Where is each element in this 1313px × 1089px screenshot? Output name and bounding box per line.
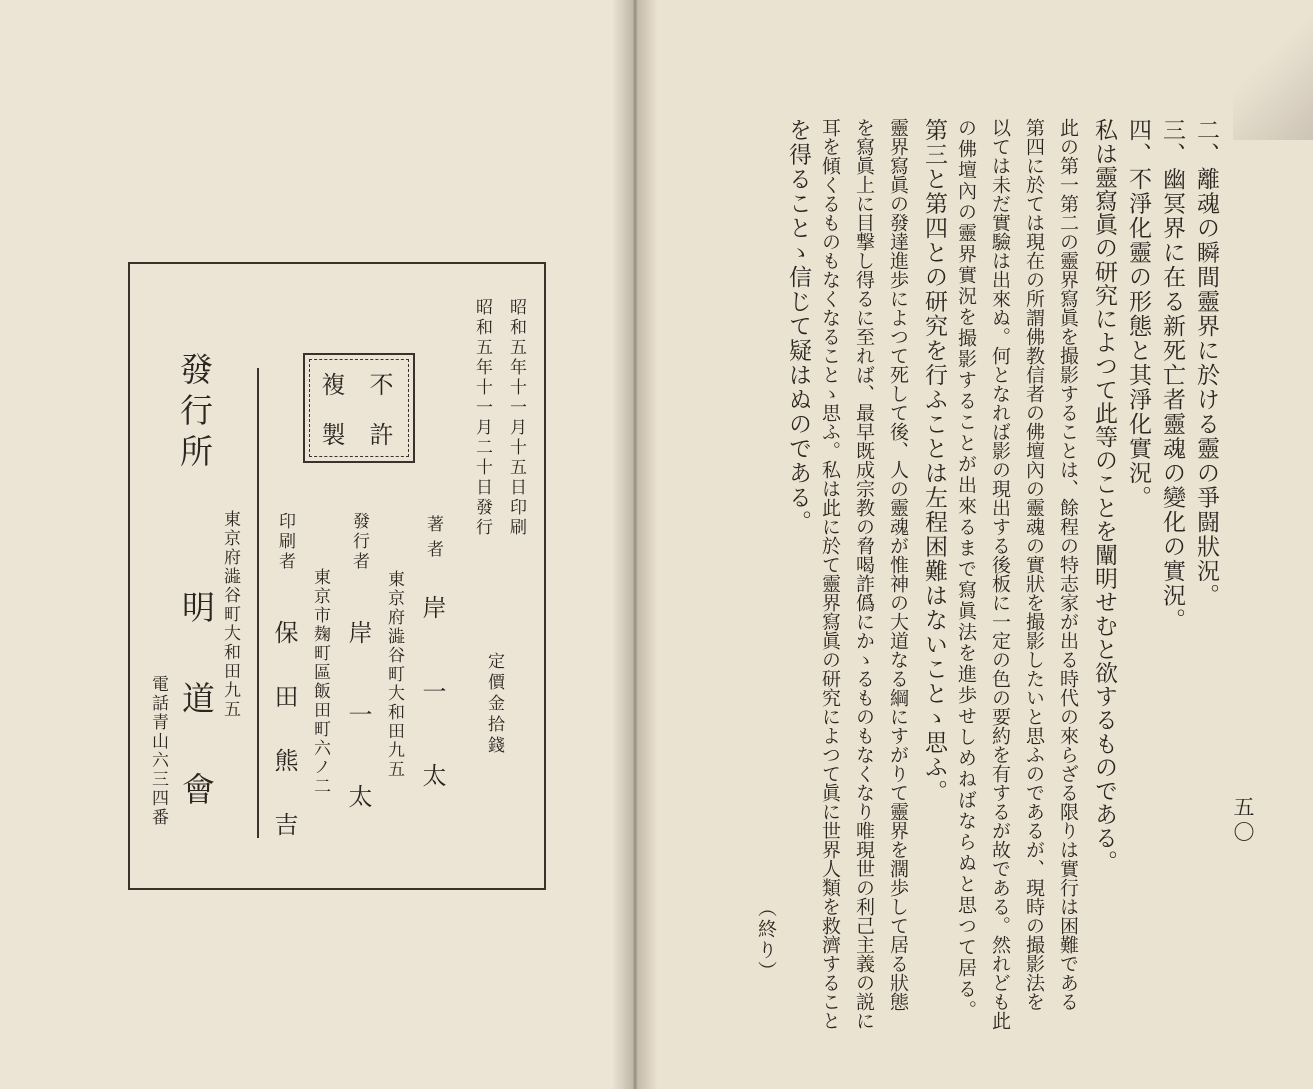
text-line-1: 二、離魂の瞬間靈界に於ける靈の爭闘狀況。: [1193, 118, 1219, 608]
office-phone: 電話青山六三四番: [148, 675, 168, 827]
page-number: 五〇: [1231, 796, 1255, 846]
publication-date: 昭和五年十一月二十日發行: [472, 298, 492, 538]
text-line-11: を寫眞上に目撃し得るに至れば、最早既成宗教の脅喝詐僞にかゝるものもなくなり唯現世の利己主義の説に: [853, 118, 875, 1030]
text-line-10: 靈界寫眞の發達進歩によつて死して後、人の靈魂が惟神の大道なる綱にすがりて靈界を濶歩して居る狀態: [887, 118, 909, 1011]
text-line-13: を得ることゝ信じて疑はぬのである。: [785, 118, 811, 535]
office-address: 東京府澁谷町大和田九五: [220, 510, 240, 719]
text-line-7: 以ては未だ實驗は出來ぬ。何となれば影の現出する後板に一定の色の要約を有するが故である。然れども此: [989, 118, 1011, 1030]
divider-line: [257, 368, 259, 838]
stamp-line-2: 複製: [317, 372, 345, 472]
publisher-label: 發行者: [349, 512, 369, 572]
end-mark: （終り）: [755, 898, 777, 982]
price: 定價金拾錢: [484, 652, 504, 757]
text-line-3: 四、不淨化靈の形態と其淨化實況。: [1125, 118, 1151, 510]
office-name: 明道會: [177, 590, 216, 863]
text-line-2: 三、幽冥界に在る新死亡者靈魂の變化の實況。: [1159, 118, 1185, 633]
print-date: 昭和五年十一月十五日印刷: [506, 298, 526, 538]
text-line-12: 耳を傾くるものもなくなることゝ思ふ。私は此に於て靈界寫眞の研究によつて眞に世界人類を救濟すること: [819, 118, 841, 1030]
text-line-6: 第四に於ては現在の所謂佛教信者の佛壇內の靈魂の實狀を撮影したいと思ふのであるが、現時の撮影法を: [1023, 118, 1045, 1011]
stamp-line-1: 不許: [365, 372, 393, 472]
printer-label: 印刷者: [275, 512, 295, 572]
printer-name: 保田熊吉: [270, 620, 298, 876]
publisher-name: 岸一太: [344, 620, 372, 866]
publisher-address: 東京市麹町區飯田町六ノ二: [310, 568, 330, 796]
text-line-8: の佛壇內の靈界實況を撮影することが出來るまで寫眞法を進歩せしめねばならぬと思つて居る。: [955, 118, 977, 1021]
author-name: 岸一太: [418, 595, 446, 847]
author-address: 東京府澁谷町大和田九五: [384, 570, 404, 779]
author-label: 著者: [423, 515, 443, 565]
text-line-4: 私は靈寫眞の研究によつて此等のことを闡明せむと欲するものである。: [1091, 118, 1117, 874]
publishing-office-label: 發行所: [175, 352, 214, 475]
book-gutter: [612, 0, 658, 1089]
text-line-5: 此の第一第二の靈界寫眞を撮影することは、餘程の特志家が出る時代の來らざる限りは實行は困難である: [1057, 118, 1079, 1011]
text-line-9: 第三と第四との研究を行ふことは左程困難はないことゝ思ふ。: [921, 118, 947, 804]
page-curl-shadow: [1233, 0, 1313, 140]
